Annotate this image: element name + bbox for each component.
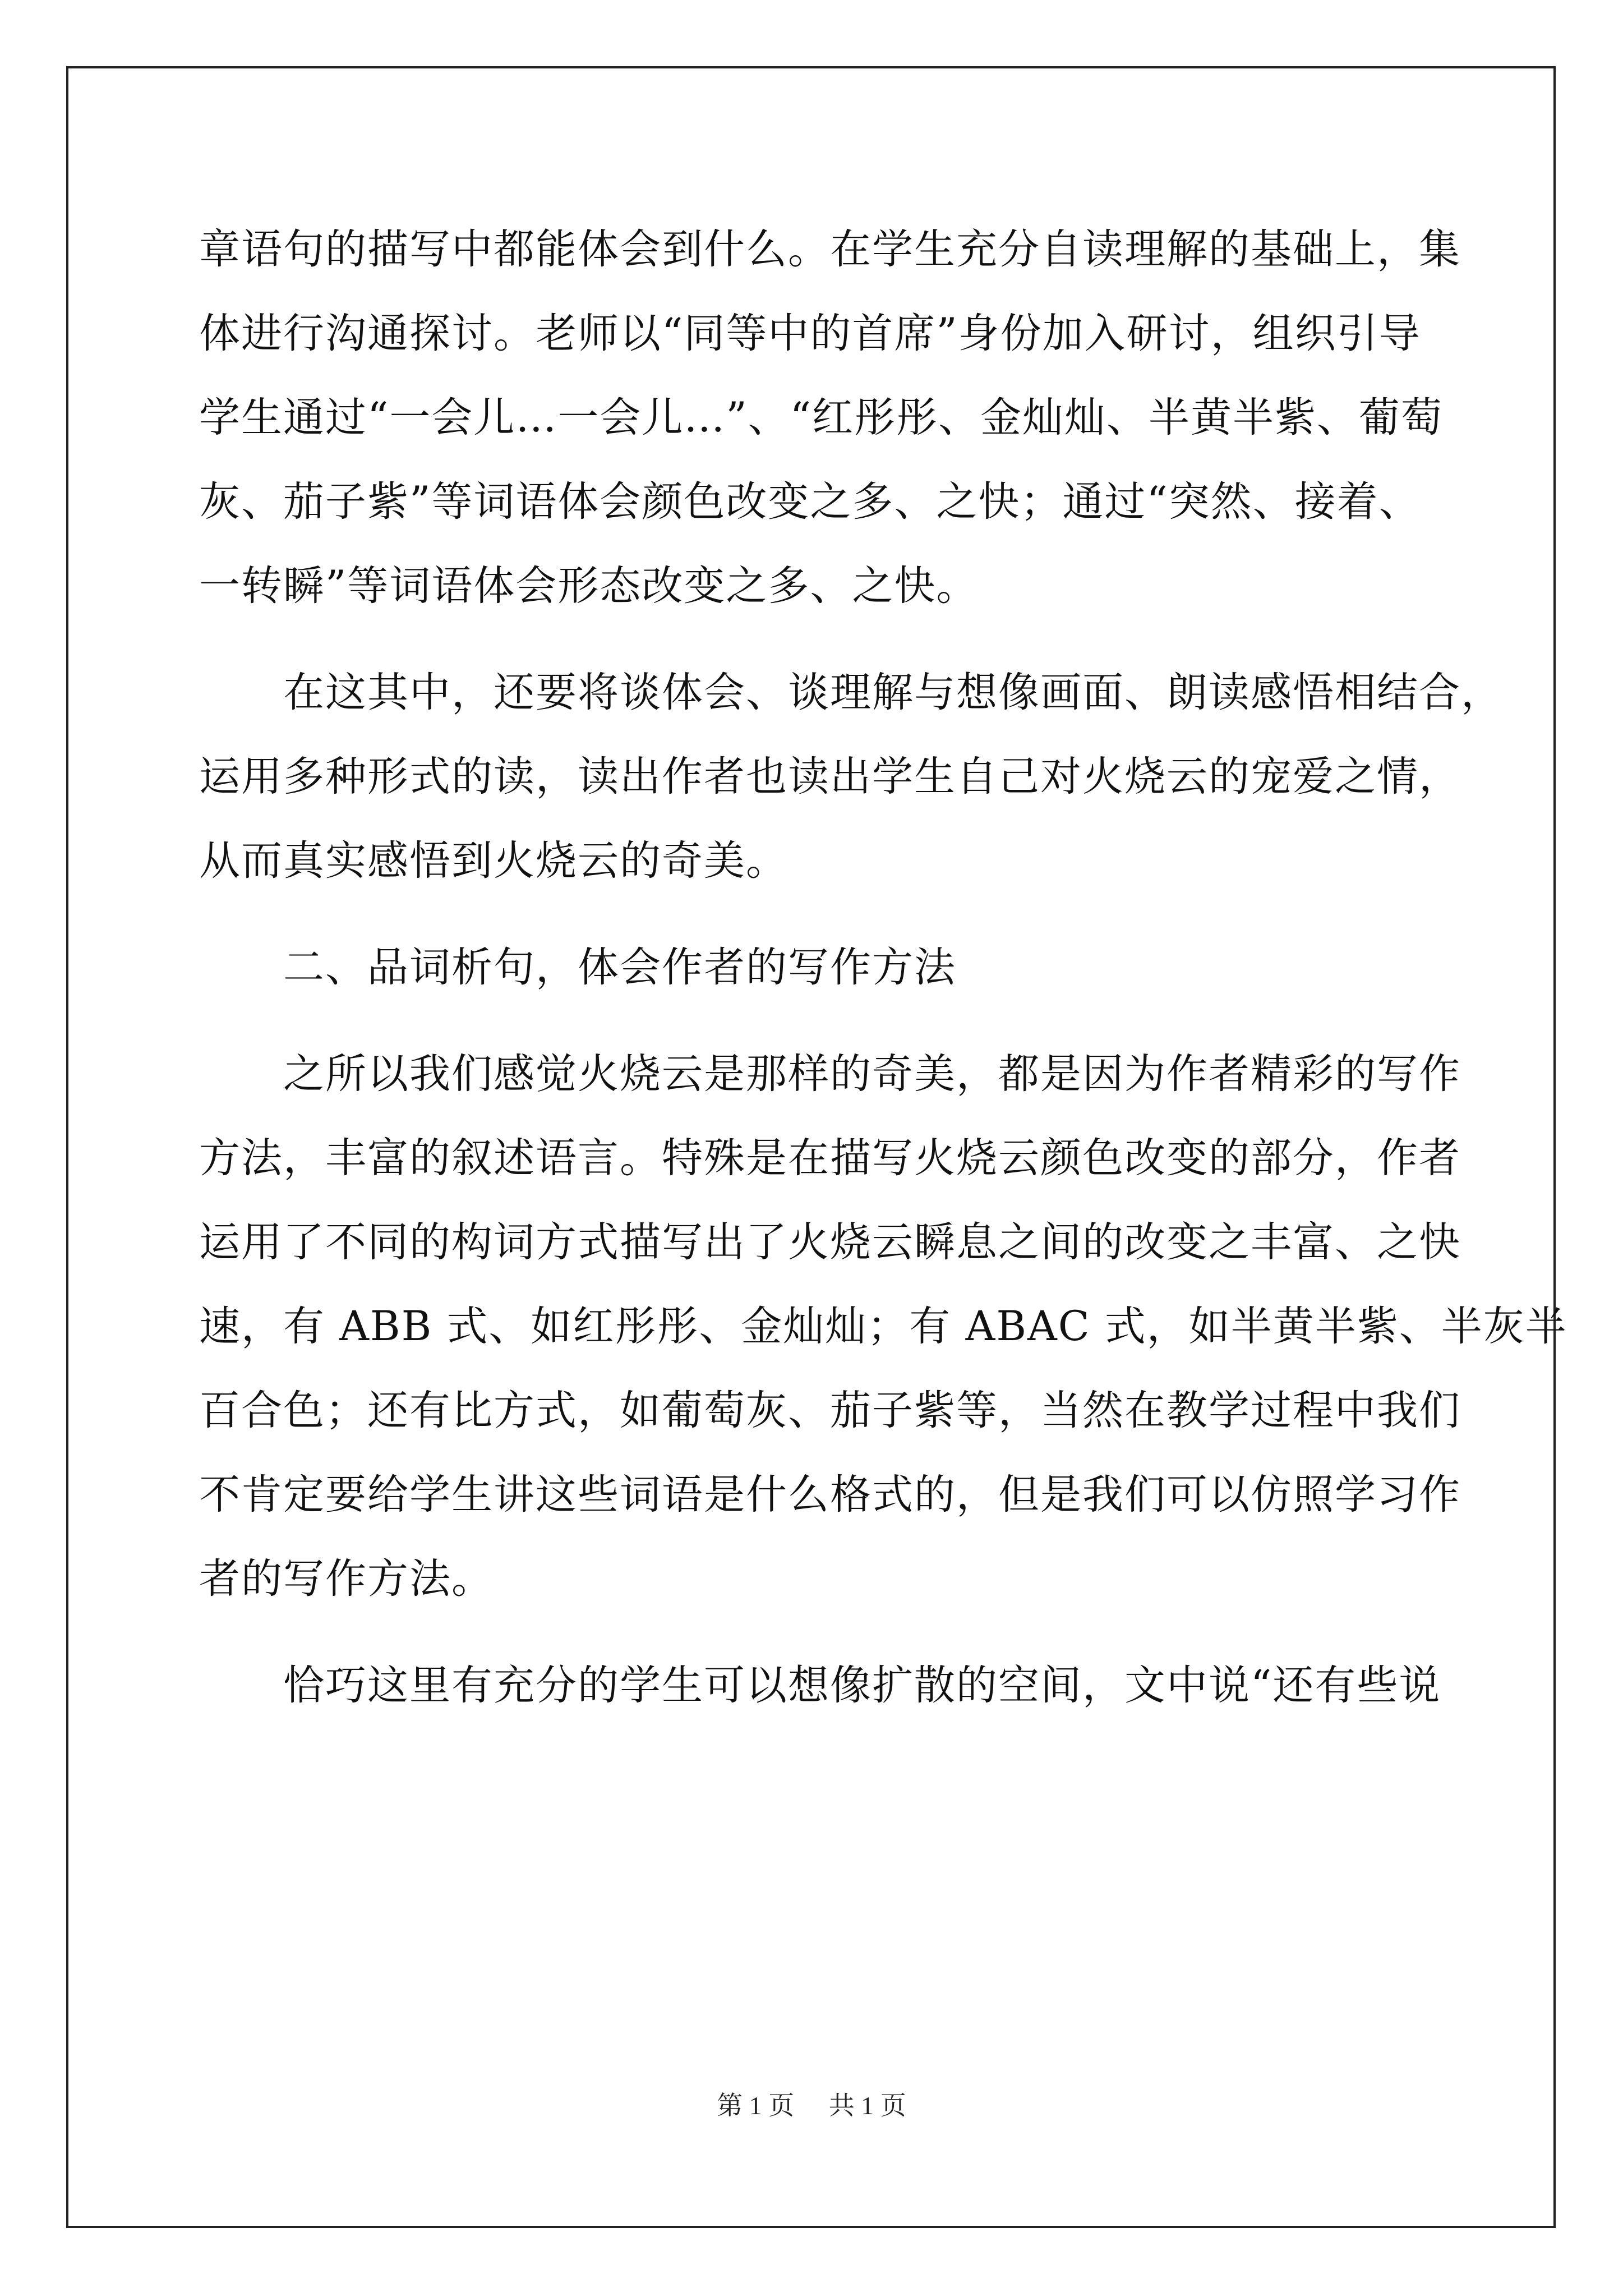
- text-line: 速，有 ABB 式、如红彤彤、金灿灿；有 ABAC 式，如半黄半紫、半灰半: [199, 1303, 1567, 1350]
- text-line: 学生通过“一会儿…一会儿…”、“红彤彤、金灿灿、半黄半紫、葡萄: [199, 394, 1443, 441]
- text-line: 百合色；还有比方式，如葡萄灰、茄子紫等，当然在教学过程中我们: [199, 1387, 1461, 1434]
- document-body: [199, 208, 1567, 1728]
- paragraph-first-line: 在这其中，还要将谈体会、谈理解与想像画面、朗读感悟相结合，: [283, 669, 1503, 716]
- text-line: 章语句的描写中都能体会到什么。在学生充分自读理解的基础上，集: [199, 226, 1461, 273]
- page-number: 第 1 页: [717, 2091, 795, 2120]
- text-line: 运用多种形式的读，读出作者也读出学生自己对火烧云的宠爱之情，: [199, 753, 1461, 800]
- section-heading: 二、品词析句，体会作者的写作方法: [283, 944, 956, 991]
- text-line: 灰、茄子紫”等词语体会颜色改变之多、之快；通过“突然、接着、: [199, 478, 1421, 526]
- text-line: 运用了不同的构词方式描写出了火烧云瞬息之间的改变之丰富、之快: [199, 1218, 1461, 1266]
- text-line: 一转瞬”等词语体会形态改变之多、之快。: [199, 562, 979, 610]
- text-line: 从而真实感悟到火烧云的奇美。: [199, 837, 788, 885]
- paragraph-first-line: 恰巧这里有充分的学生可以想像扩散的空间，文中说“还有些说: [283, 1662, 1441, 1709]
- text-line: 者的写作方法。: [199, 1555, 494, 1603]
- text-line: 方法，丰富的叙述语言。特殊是在描写火烧云颜色改变的部分，作者: [199, 1134, 1461, 1182]
- text-line: 体进行沟通探讨。老师以“同等中的首席”身份加入研讨，组织引导: [199, 310, 1421, 357]
- paragraph-first-line: 之所以我们感觉火烧云是那样的奇美，都是因为作者精彩的写作: [283, 1050, 1461, 1098]
- page-total: 共 1 页: [828, 2091, 906, 2120]
- page-footer: [0, 2089, 1623, 2123]
- text-line: 不肯定要给学生讲这些词语是什么格式的，但是我们可以仿照学习作: [199, 1471, 1461, 1519]
